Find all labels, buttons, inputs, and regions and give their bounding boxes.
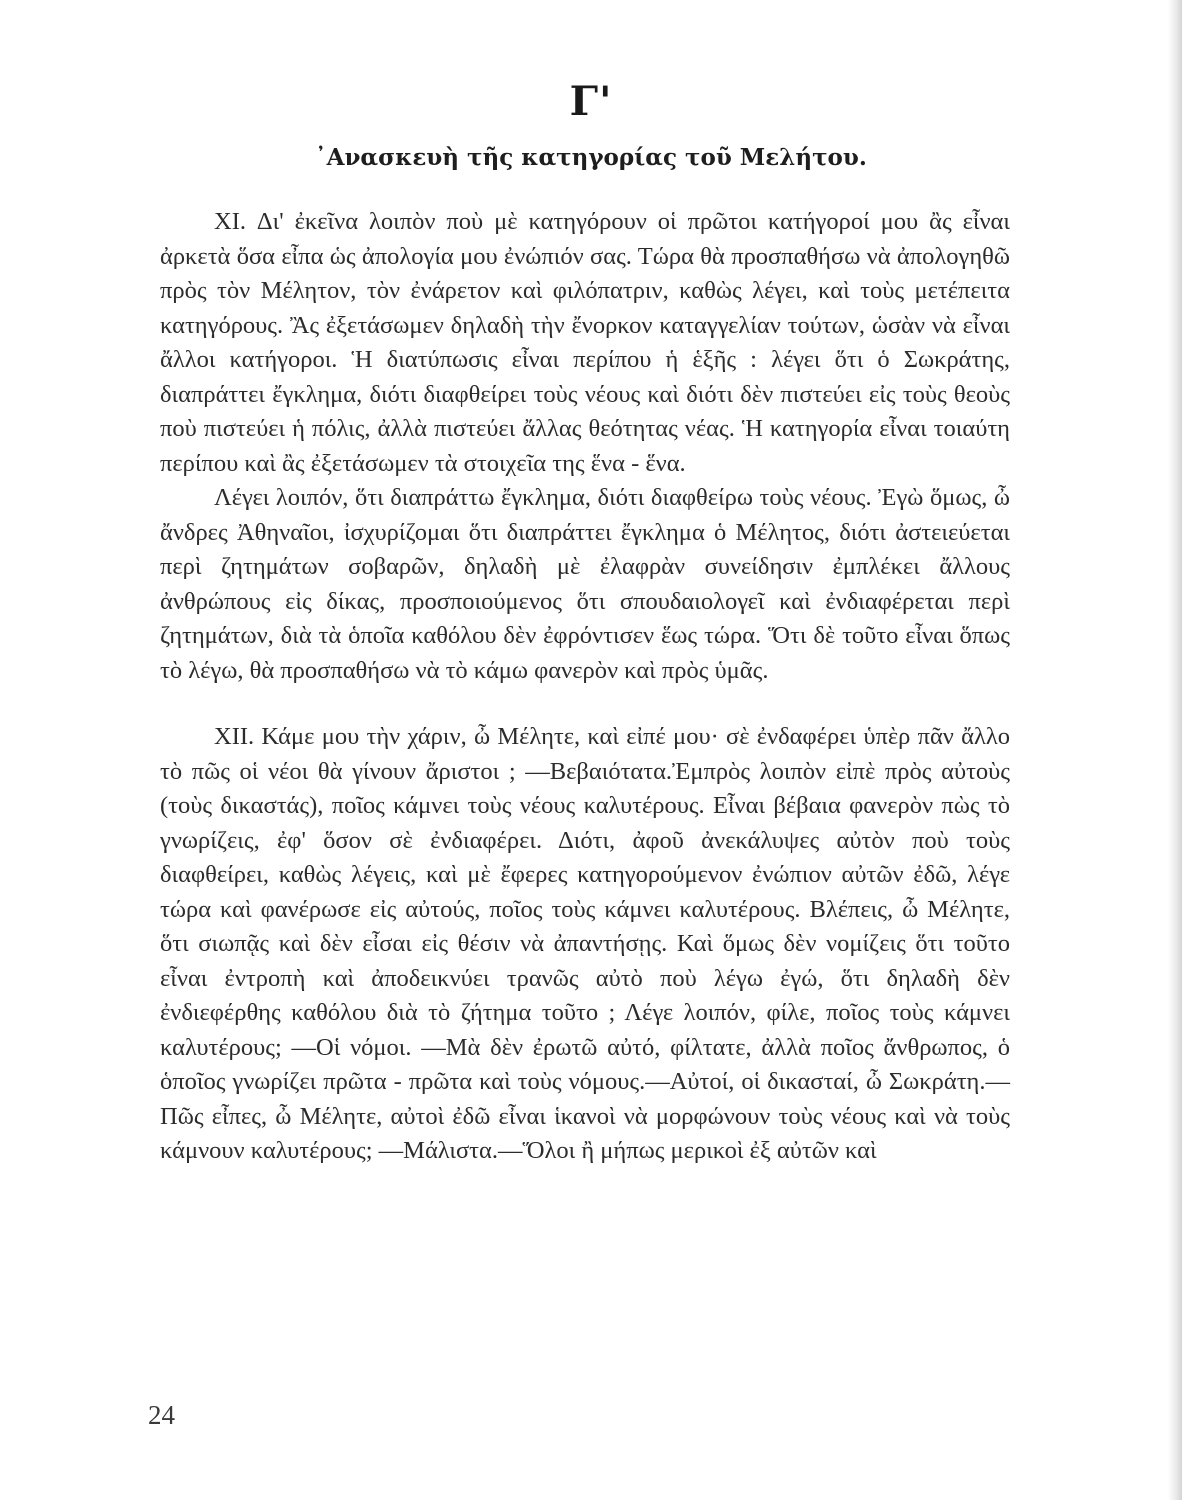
body-text bbox=[160, 205, 1010, 1169]
page-edge-shadow bbox=[1168, 0, 1182, 1500]
paragraph-xi: XI. Δι' ἐκεῖνα λοιπὸν ποὺ μὲ κατηγόρουν οἱ πρῶτοι κατήγοροί μου ἂς εἶναι ἀρκετὰ ὅσα εἶπα ὡς ἀπολογία μου ἐνώπιόν σας. Τώρα θὰ προσπαθήσω νὰ ἀπολογηθῶ πρὸς τὸν Μέλητον, τὸν ἐνάρετον καὶ φιλόπατριν, καθὼς λέγει, καὶ τοὺς μετέπειτα κατηγόρους. Ἂς ἐξετάσωμεν δηλαδὴ τὴν ἔνορκον καταγγελίαν τούτων, ὡσὰν νὰ εἶναι ἄλλοι κατήγοροι. Ἡ διατύπωσις εἶναι περίπου ἡ ἑξῆς : λέγει ὅτι ὁ Σωκράτης, διαπράττει ἔγκλημα, διότι διαφθείρει τοὺς νέους καὶ διότι δὲν πιστεύει εἰς τοὺς θεοὺς ποὺ πιστεύει ἡ πόλις, ἀλλὰ πιστεύει ἄλλας θεότητας νέας. Ἡ κατηγορία εἶναι τοιαύτη περίπου καὶ ἂς ἐξετάσωμεν τὰ στοιχεῖα της ἕνα - ἕνα. bbox=[160, 208, 1010, 477]
chapter-title: ᾿Ανασκευὴ τῆς κατηγορίας τοῦ Μελήτου. bbox=[315, 144, 867, 171]
paragraph-xi-continued: Λέγει λοιπόν, ὅτι διαπράττω ἔγκλημα, διότι διαφθείρω τοὺς νέους. Ἐγὼ ὅμως, ὦ ἄνδρες Ἀθηναῖοι, ἰσχυρίζομαι ὅτι διαπράττει ἔγκλημα ὁ Μέλητος, διότι ἀστειεύεται περὶ ζητημάτων σοβαρῶν, δηλαδὴ μὲ ἐλαφρὰν συνείδησιν ἐμπλέκει ἄλλους ἀνθρώπους εἰς δίκας, προσποιούμενος ὅτι σπουδαιολογεῖ καὶ ἐνδιαφέρεται περὶ ζητημάτων, διὰ τὰ ὁποῖα καθόλου δὲν ἐφρόντισεν ἕως τώρα. Ὅτι δὲ τοῦτο εἶναι ὅπως τὸ λέγω, θὰ προσπαθήσω νὰ τὸ κάμω φανερὸν καὶ πρὸς ὑμᾶς. bbox=[160, 484, 1010, 684]
page-number: 24 bbox=[148, 1400, 175, 1430]
chapter-number: Γ' bbox=[569, 78, 613, 125]
paragraph-xii: XII. Κάμε μου τὴν χάριν, ὦ Μέλητε, καὶ εἰπέ μου· σὲ ἐνδαφέρει ὑπὲρ πᾶν ἄλλο τὸ πῶς οἱ νέοι θὰ γίνουν ἄριστοι ; —Βεβαιότατα.Ἐμπρὸς λοιπὸν εἰπὲ πρὸς αὐτοὺς (τοὺς δικαστάς), ποῖος κάμνει τοὺς νέους καλυτέρους. Εἶναι βέβαια φανερὸν πὼς τὸ γνωρίζεις, ἐφ' ὅσον σὲ ἐνδιαφέρει. Διότι, ἀφοῦ ἀνεκάλυψες αὐτὸν ποὺ τοὺς διαφθείρει, καθὼς λέγεις, καὶ μὲ ἔφερες κατηγορούμενον ἐνώπιον αὐτῶν ἐδῶ, λέγε τώρα καὶ φανέρωσε εἰς αὐτούς, ποῖος τοὺς κάμνει καλυτέρους. Βλέπεις, ὦ Μέλητε, ὅτι σιωπᾷς καὶ δὲν εἶσαι εἰς θέσιν νὰ ἀπαντήσῃς. Καὶ ὅμως δὲν νομίζεις ὅτι τοῦτο εἶναι ἐντροπὴ καὶ ἀποδεικνύει τρανῶς αὐτὸ ποὺ λέγω ἐγώ, ὅτι δηλαδὴ δὲν ἐνδιεφέρθης καθόλου διὰ τὸ ζήτημα τοῦτο ; Λέγε λοιπόν, φίλε, ποῖος τοὺς κάμνει καλυτέρους; —Οἱ νόμοι. —Μὰ δὲν ἐρωτῶ αὐτό, φίλτατε, ἀλλὰ ποῖος ἄνθρωπος, ὁ ὁποῖος γνωρίζει πρῶτα - πρῶτα καὶ τοὺς νόμους.—Αὐτοί, οἱ δικασταί, ὦ Σωκράτη.—Πῶς εἶπες, ὦ Μέλητε, αὐτοὶ ἐδῶ εἶναι ἱκανοὶ νὰ μορφώνουν τοὺς νέους καὶ νὰ τοὺς κάμνουν καλυτέρους; —Μάλιστα.—Ὅλοι ἢ μήπως μερικοὶ ἐξ αὐτῶν καὶ bbox=[160, 723, 1010, 1164]
